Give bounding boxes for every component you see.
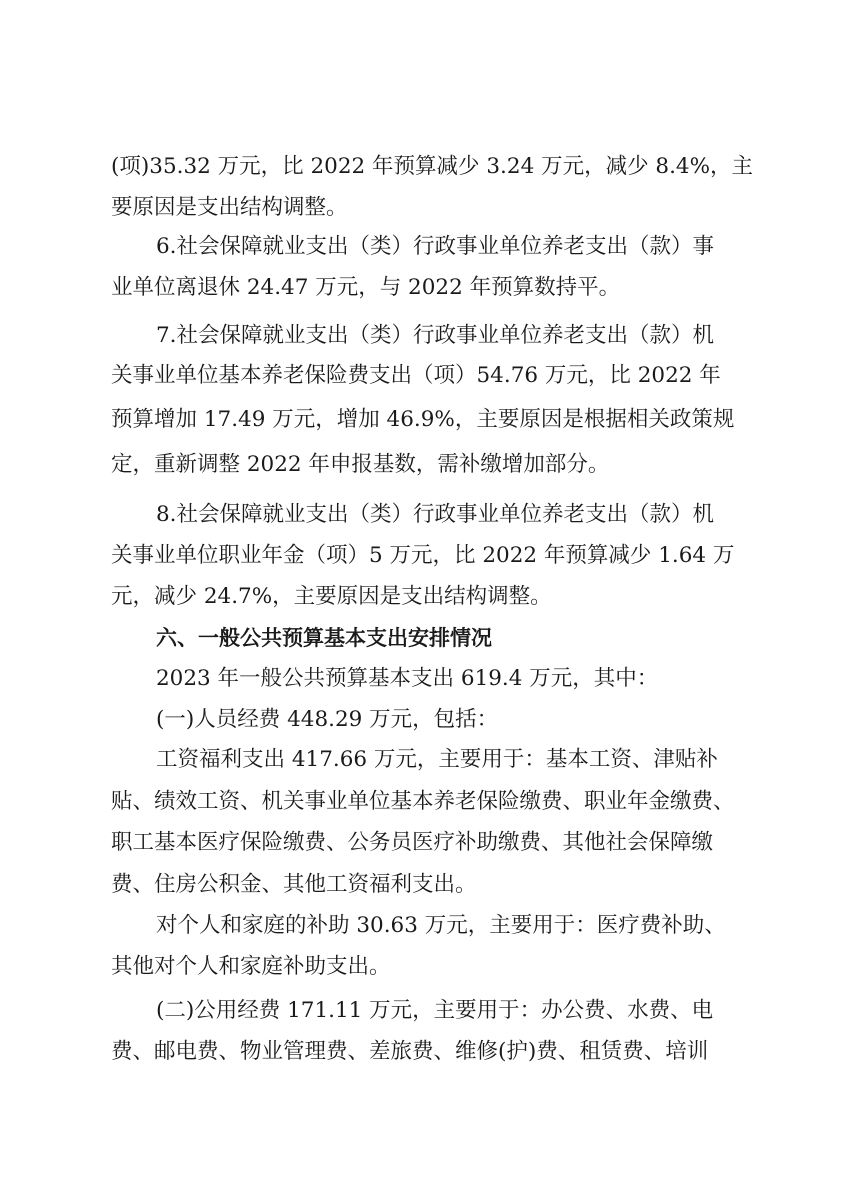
text-line: (项)35.32 万元，比 2022 年预算减少 3.24 万元，减少 8.4%，主 — [111, 154, 754, 179]
text-line: 2023 年一般公共预算基本支出 619.4 万元，其中： — [156, 666, 659, 691]
text-line: 定，重新调整 2022 年申报基数，需补缴增加部分。 — [111, 452, 610, 477]
text-line: 7.社会保障就业支出（类）行政事业单位养老支出（款）机 — [156, 323, 715, 348]
text-line: (一)人员经费 448.29 万元，包括： — [156, 707, 499, 732]
text-line: 6.社会保障就业支出（类）行政事业单位养老支出（款）事 — [156, 234, 715, 259]
text-line: 关事业单位职业年金（项）5 万元，比 2022 年预算减少 1.64 万 — [111, 543, 735, 568]
text-line: 业单位离退休 24.47 万元，与 2022 年预算数持平。 — [111, 275, 621, 300]
text-line: 工资福利支出 417.66 万元，主要用于：基本工资、津贴补 — [156, 747, 718, 772]
text-line: 职工基本医疗保险缴费、公务员医疗补助缴费、其他社会保障缴 — [111, 830, 714, 855]
text-line: 预算增加 17.49 万元，增加 46.9%，主要原因是根据相关政策规 — [111, 407, 735, 432]
text-line: 其他对个人和家庭补助支出。 — [111, 954, 391, 979]
text-line: 要原因是支出结构调整。 — [111, 195, 348, 220]
text-line: 费、邮电费、物业管理费、差旅费、维修(护)费、租赁费、培训 — [111, 1039, 709, 1064]
text-line: 费、住房公积金、其他工资福利支出。 — [111, 872, 477, 897]
text-line: 关事业单位基本养老保险费支出（项）54.76 万元，比 2022 年 — [111, 363, 721, 388]
section-heading: 六、一般公共预算基本支出安排情况 — [156, 626, 492, 650]
text-line: 贴、绩效工资、机关事业单位基本养老保险缴费、职业年金缴费、 — [111, 789, 735, 814]
text-line: 8.社会保障就业支出（类）行政事业单位养老支出（款）机 — [156, 502, 715, 527]
text-line: 元，减少 24.7%，主要原因是支出结构调整。 — [111, 584, 552, 609]
text-line: (二)公用经费 171.11 万元，主要用于：办公费、水费、电 — [156, 998, 714, 1023]
text-line: 对个人和家庭的补助 30.63 万元，主要用于：医疗费补助、 — [156, 913, 726, 938]
